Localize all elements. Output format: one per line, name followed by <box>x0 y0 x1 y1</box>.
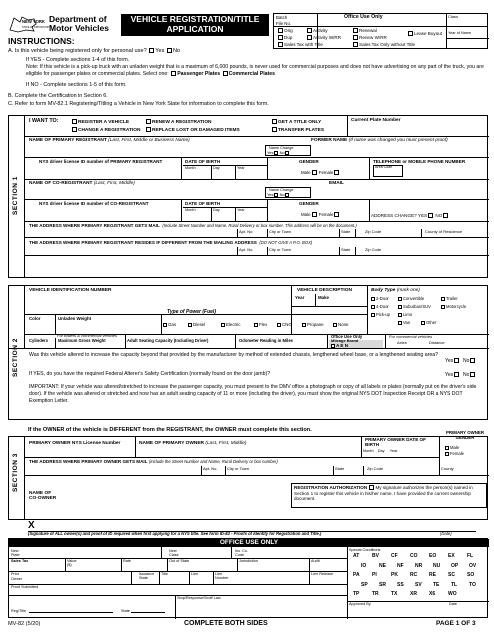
dob-day-label: Day <box>213 166 220 170</box>
name-change-no-checkbox[interactable] <box>285 151 289 155</box>
propane-checkbox[interactable] <box>302 323 306 327</box>
instruction-b: B. Complete the Certification in Section 6. <box>8 93 108 99</box>
condition-code: IO <box>361 562 367 569</box>
activity-check[interactable]: Activity <box>306 28 328 33</box>
office-title-label: Title <box>161 572 169 576</box>
gas-checkbox[interactable] <box>163 323 167 327</box>
lease-buyout-check[interactable]: Lease Buyout <box>407 31 442 36</box>
phone-label: TELEPHONE or MOBILE PHONE NUMBER <box>373 159 466 164</box>
condition-code: FL <box>467 553 474 559</box>
convertible-checkbox[interactable] <box>398 297 402 301</box>
other-checkbox[interactable] <box>421 321 425 325</box>
fuel-options: Gas Diesel Electric Flex CNG Propane None <box>163 322 349 327</box>
form-id: MV-82 (5/20) <box>8 621 41 627</box>
condition-code: SO <box>467 572 475 578</box>
replace-lost-checkbox[interactable] <box>146 127 151 132</box>
four-door-checkbox[interactable] <box>371 305 375 309</box>
gender-primary-options: Male Female <box>301 170 340 175</box>
condition-code: NF <box>397 562 404 569</box>
replace-lost-option[interactable]: REPLACE LOST OR DAMAGED ITEMS <box>145 127 240 133</box>
condition-code: TR <box>372 591 379 597</box>
axles-label: Axles <box>397 340 407 345</box>
name-co-label: NAME OF CO-REGISTRANT (Last, First, Middle) <box>29 181 135 186</box>
sales-tax-with-title-check[interactable]: Sales Tax with Title <box>277 42 323 47</box>
altered-yes-checkbox[interactable] <box>454 358 459 363</box>
suburban-checkbox[interactable] <box>398 305 402 309</box>
renew-registration-checkbox[interactable] <box>146 119 151 124</box>
nys-logo-icon <box>8 14 52 34</box>
section2-office-use-label: Office Use Only <box>331 334 363 339</box>
zip-resides-label: Zip Code <box>365 247 382 252</box>
owner-state-label: State <box>335 466 345 471</box>
none-checkbox[interactable] <box>333 323 337 327</box>
activity-wr-checkbox[interactable] <box>307 35 312 40</box>
co-name-change-yes-checkbox[interactable] <box>274 193 278 197</box>
city-primary-label: City or Town <box>269 229 291 234</box>
condition-code: WO <box>448 591 457 597</box>
dob-co-month-label: Month <box>185 208 196 212</box>
condition-code: TE <box>433 581 440 588</box>
condition-code: SC <box>448 572 455 578</box>
color-label: Color <box>29 316 41 321</box>
vehicle-make-label: Make <box>318 295 329 300</box>
dept-line2: Motor Vehicles <box>49 22 109 33</box>
registration-authorization: REGISTRATION AUTHORIZATION My signature authorizes the person(s) named in Section 1 to register this vehicle in his/her name. I have provided the current ownership document. <box>294 485 473 502</box>
instructions-heading: INSTRUCTIONS: <box>8 36 75 46</box>
condition-code: EX <box>448 553 455 559</box>
condition-code: PK <box>391 572 398 578</box>
dob-month-label: Month <box>185 166 196 170</box>
year-of-name-label: Year of Name <box>448 31 472 35</box>
male-co-checkbox[interactable] <box>312 212 317 217</box>
county-residence-label: County of Residence <box>425 229 463 234</box>
condition-code: RE <box>429 572 436 578</box>
altered-no-checkbox[interactable] <box>470 358 475 363</box>
diesel-checkbox[interactable] <box>188 323 192 327</box>
office-out-of-state-label: Out of State <box>169 559 190 563</box>
form-title-line1: VEHICLE REGISTRATION/TITLE <box>130 14 260 24</box>
instruction-note: Note: If this vehicle is a pick-up truck with an unladen weight that is a maximum of 6,000 pounds, is never used for commercial purposes and does not have advertising on any part of the truck, you are eligible for passenger plates or commercial plates. Select one: Passenger Plates Commercial Plates <box>26 64 484 78</box>
dob-co-day-label: Day <box>213 208 220 212</box>
odometer-label: Odometer Reading in Miles <box>239 338 293 343</box>
condition-code: OP <box>451 562 459 569</box>
address-resides-label: THE ADDRESS WHERE PRIMARY REGISTRANT RESIDES IF DIFFERENT FROM THE MAILING ADDRESS (DO NOT GIVE A P.O. BOX) <box>29 240 313 245</box>
office-new-class-label: New Class <box>169 549 179 558</box>
email-label: EMAIL <box>329 181 344 186</box>
male-primary-checkbox[interactable] <box>312 170 317 175</box>
commercial-note: For commercial vehicles <box>389 334 433 339</box>
owner-license-label: PRIMARY OWNER NYS License Number <box>29 441 121 446</box>
office-lien-number-label: Lien Number <box>215 572 229 581</box>
co-name-change-label: Name Change <box>269 188 294 192</box>
city-resides-label: City or Town <box>269 247 291 252</box>
zip-primary-label: Zip Code <box>365 229 382 234</box>
owner-gender-options: Male Female <box>445 445 464 458</box>
header-office-box <box>273 13 488 49</box>
office-use-only-label: Office Use Only <box>344 14 383 20</box>
seating-capacity-label: Adult Seating Capacity (Including Driver) <box>127 338 209 343</box>
condition-code: AT <box>353 553 360 559</box>
condition-code: PA <box>353 572 360 578</box>
department-name <box>49 15 109 33</box>
personal-use-yes-checkbox[interactable] <box>149 48 154 53</box>
section1-label: SECTION 1 <box>12 176 19 216</box>
sales-tax-only-check[interactable]: Sales Tax Only without Title <box>352 42 415 47</box>
former-name-label: FORMER NAME (If name was changed you must present proof) <box>311 138 448 143</box>
motorcycle-checkbox[interactable] <box>441 305 445 309</box>
condition-code: BV <box>372 553 379 559</box>
mileage-brand-options: A E N <box>331 343 348 348</box>
condition-code: SS <box>397 581 404 588</box>
mileage-brand-label: Mileage Brand <box>331 338 359 343</box>
renew-wr-checkbox[interactable] <box>353 35 358 40</box>
form-title-line2: APPLICATION <box>166 23 224 34</box>
name-change-label: Name Change <box>269 146 294 150</box>
co-name-change-options: Yes No <box>267 193 290 198</box>
transfer-plates-checkbox[interactable] <box>272 127 277 132</box>
state-resides-label: State <box>341 247 351 252</box>
office-lien-release-label: Lien Release <box>311 572 334 576</box>
register-vehicle-option[interactable]: REGISTER A VEHICLE <box>71 119 129 125</box>
altered-question: Was this vehicle altered to increase the capacity beyond that provided by the manufacturer by method of extended chassis, lengthened wheel base, or a lengthened seating area? <box>29 352 439 358</box>
gender-primary-label: GENDER <box>299 159 319 164</box>
dob-co-year-label: Year <box>237 208 245 212</box>
name-change-yes-checkbox[interactable] <box>274 151 278 155</box>
class-label: Class <box>448 14 459 19</box>
sales-tax-only-checkbox[interactable] <box>353 42 358 47</box>
license-co-label: NYS driver license ID number of CO-REGISTRANT <box>39 201 149 206</box>
condition-code: XR <box>410 591 417 597</box>
condition-code: TX <box>391 591 398 597</box>
address-primary-label: THE ADDRESS WHERE PRIMARY REGISTRANT GETS MAIL (Include Street Number and Name, Rural Delivery or box number. This address will be on the document.) <box>29 223 357 228</box>
safety-yes-checkbox[interactable] <box>454 372 459 377</box>
title-only-option[interactable]: GET A TITLE ONLY <box>271 119 321 125</box>
safety-no-checkbox[interactable] <box>470 372 475 377</box>
office-audit-label: Audit <box>311 559 320 563</box>
electric-checkbox[interactable] <box>221 323 225 327</box>
current-plate-input[interactable] <box>351 125 481 134</box>
commercial-plates-checkbox[interactable] <box>223 71 228 76</box>
van-checkbox[interactable] <box>398 321 402 325</box>
dob-primary-label: DATE OF BIRTH <box>185 159 221 164</box>
trailer-checkbox[interactable] <box>441 297 445 301</box>
passenger-plates-checkbox[interactable] <box>171 71 176 76</box>
section1-box <box>8 115 488 278</box>
two-door-checkbox[interactable] <box>371 297 375 301</box>
register-vehicle-checkbox[interactable] <box>72 119 77 124</box>
address-change-no-checkbox[interactable] <box>443 213 448 218</box>
fuel-type-label: Type of Power (Fuel) <box>167 309 216 315</box>
office-special-conditions-label: Special Conditions <box>349 548 381 552</box>
complete-both-sides: COMPLETE BOTH SIDES <box>184 620 268 627</box>
condition-code: TL <box>451 581 458 588</box>
office-sales-tax-label: Sales Tax <box>11 559 29 563</box>
signature-x: X <box>28 520 35 531</box>
dept-line1: Department of <box>49 14 107 24</box>
condition-code: CO <box>410 553 418 559</box>
flex-checkbox[interactable] <box>254 323 258 327</box>
change-registration-checkbox[interactable] <box>72 127 77 132</box>
title-only-checkbox[interactable] <box>272 119 277 124</box>
office-jurisdiction-label: Jurisdiction <box>239 559 258 563</box>
important-note: IMPORTANT: If your vehicle was altered/stretched to increase the passenger capacity, you must present to the DMV office a photograph or copy of all labels or plates (normally put on the driver's side door). If the vehicle was altered or stretched and now has an adult seating capacity of 11 or more (including the driver), you must show the original NYS DOT Inspection Receipt OR a NYS DOT Exemption Letter. <box>29 384 477 404</box>
apt-resides-label: Apt. No. <box>239 247 254 252</box>
office-owner-label: Owner <box>11 577 23 581</box>
orig-check[interactable]: Orig <box>277 28 293 33</box>
trailers-note: For trailers & commercial vehicles <box>57 333 118 338</box>
section3-label: SECTION 3 <box>12 453 19 493</box>
co-name-change-no-checkbox[interactable] <box>285 193 289 197</box>
condition-code: TP <box>353 591 360 597</box>
owner-dob-parts: Month Day Year <box>363 449 398 453</box>
office-prior-label: Prior <box>11 572 20 576</box>
condition-code: X6 <box>429 591 436 597</box>
condition-code: RC <box>410 572 418 578</box>
altered-options: Yes No <box>445 358 476 365</box>
section2-label: SECTION 2 <box>12 338 19 378</box>
orig-checkbox[interactable] <box>278 28 283 33</box>
condition-code: TO <box>469 581 476 588</box>
transfer-plates-option[interactable]: TRANSFER PLATES <box>271 127 324 133</box>
owner-female-checkbox[interactable] <box>445 452 449 456</box>
batch-label: Batch <box>276 15 288 20</box>
vehicle-description-label: VEHICLE DESCRIPTION <box>297 288 352 293</box>
page-number: PAGE 1 OF 3 <box>436 620 476 627</box>
nys-logo <box>8 14 52 34</box>
distance-label: Distance <box>429 340 445 345</box>
office-plate-label: Plate <box>11 553 20 557</box>
section2-box <box>8 285 488 420</box>
svg-text:STATE OF OPPORTUNITY: STATE OF OPPORTUNITY <box>22 26 52 29</box>
office-date-label: Date <box>449 602 458 606</box>
body-type-options: 2-Door Convertible Trailer 4-Door Suburban/SUV Motorcycle Pick-up Limo Van Other <box>371 295 466 327</box>
reg-auth-checkbox[interactable] <box>369 485 374 490</box>
address-change-row: ADDRESS CHANGE? YES NO <box>371 213 449 218</box>
safety-cert-question: If YES, do you have the required Federal Alterer's Safety Certification (normally found on the door jamb)? <box>29 371 271 377</box>
condition-code: NU <box>433 562 441 569</box>
dob-year-label: Year <box>237 166 245 170</box>
owner-name-label: NAME OF PRIMARY OWNER (Last, First, Middle) <box>139 441 247 446</box>
office-approved-by-label: Approved By <box>349 602 371 606</box>
cng-checkbox[interactable] <box>277 323 281 327</box>
instruction-if-yes: If YES - Complete sections 1-4 of this form. <box>26 57 130 63</box>
change-registration-option[interactable]: CHANGE A REGISTRATION <box>71 127 140 133</box>
owner-male-checkbox[interactable] <box>445 446 449 450</box>
office-use-box <box>8 538 488 618</box>
renewal-checkbox[interactable] <box>353 28 358 33</box>
area-code-label: Area Code <box>375 165 393 169</box>
instruction-if-no: If NO - Complete sections 1-5 of this form. <box>26 82 127 88</box>
form-title-box <box>121 14 269 36</box>
condition-code: SP <box>361 581 368 588</box>
gender-co-options: Male Female <box>301 212 340 217</box>
female-co-checkbox[interactable] <box>334 212 339 217</box>
owner-zip-label: Zip Code <box>367 466 384 471</box>
renewal-check[interactable]: Renewal <box>352 28 377 33</box>
safety-cert-options: Yes No <box>445 372 476 379</box>
instruction-a: A. Is this vehicle being registered only for personal use? Yes No <box>8 48 181 54</box>
office-proof-submitted-label: Proof Submitted <box>11 585 39 589</box>
vin-label: VEHICLE IDENTIFICATION NUMBER <box>29 288 112 293</box>
max-gross-weight-label: Maximum Gross Weight <box>58 338 106 343</box>
sales-tax-with-title-checkbox[interactable] <box>278 42 283 47</box>
owner-county-label: County <box>441 466 454 471</box>
section3-heading: If the OWNER of the vehicle is DIFFERENT from the REGISTRANT, the OWNER must complete this section. <box>28 427 312 433</box>
condition-code: NE <box>379 562 386 569</box>
vehicle-year-label: Year <box>295 295 305 300</box>
condition-code: SR <box>379 581 386 588</box>
condition-code: NR <box>415 562 423 569</box>
renew-registration-option[interactable]: RENEW A REGISTRATION <box>145 119 212 125</box>
office-lien-label: Lien <box>191 572 199 576</box>
owner-gender-label: PRIMARY OWNER GENDER <box>445 430 485 440</box>
license-primary-label: NYS driver license ID number of PRIMARY REGISTRANT <box>39 159 163 164</box>
unladen-weight-label: Unladen Weight <box>58 316 92 321</box>
office-new-label: New <box>11 549 19 553</box>
name-primary-label: NAME OF PRIMARY REGISTRANT (Last, First, Middle or Business Name) <box>29 138 190 143</box>
office-reg-title-label: Reg/Title <box>11 609 27 613</box>
renew-wr-check[interactable]: Renew W/RR <box>352 35 387 40</box>
apt-primary-label: Apt. No. <box>239 229 254 234</box>
activity-checkbox[interactable] <box>307 28 312 33</box>
office-use-heading: OFFICE USE ONLY <box>9 539 489 547</box>
signature-note: (Signature of ALL owner(s) and proof of ID required when first applying for a NYS title. See form ID-82 - Proofs of Identity for Registration and Title.) <box>28 531 322 536</box>
state-primary-label: State <box>341 229 351 234</box>
dup-checkbox[interactable] <box>278 35 283 40</box>
signature-date-label: (Date) <box>440 531 452 536</box>
office-ins-co-label: Ins. Co. Code <box>235 549 249 558</box>
condition-code: OV <box>469 562 477 569</box>
office-stop-label: Stop/Response/Scoff Law <box>177 596 221 600</box>
file-no-label: File No. <box>276 21 292 26</box>
condition-code: SV <box>415 581 422 588</box>
address-change-yes-checkbox[interactable] <box>428 213 433 218</box>
current-plate-label: Current Plate Number <box>351 118 401 123</box>
office-state-label: State <box>121 609 130 613</box>
dob-co-label: DATE OF BIRTH <box>185 201 221 206</box>
office-value-label: Value ($) <box>67 559 77 568</box>
female-primary-checkbox[interactable] <box>334 170 339 175</box>
i-want-to-label: I WANT TO: <box>29 118 59 124</box>
limo-checkbox[interactable] <box>398 313 402 317</box>
svg-text:NEW YORK: NEW YORK <box>22 19 45 24</box>
instruction-c: C. Refer to form MV-82.1 Registering/Titling a Vehicle in New York State for information to complete this form. <box>8 101 269 107</box>
owner-address-label: THE ADDRESS WHERE PRIMARY OWNER GETS MAIL (Include the Street Number and Name, Rural Delivery or box number) <box>29 459 278 464</box>
co-owner-label: NAME OF CO-OWNER <box>29 491 57 502</box>
office-issuance-state-label: Issuance State <box>139 572 155 581</box>
cylinders-label: Cylinders <box>29 338 49 343</box>
condition-code: PI <box>372 572 377 578</box>
activity-wr-check[interactable]: Activity W/RR <box>306 35 341 40</box>
gender-co-label: GENDER <box>299 201 319 206</box>
condition-code: EO <box>429 553 437 559</box>
owner-city-label: City or Town <box>227 466 249 471</box>
owner-apt-label: Apt. No. <box>203 466 218 471</box>
dup-check[interactable]: Dup <box>277 35 292 40</box>
pickup-checkbox[interactable] <box>371 313 375 317</box>
name-change-options: Yes No <box>267 151 290 156</box>
body-type-label: Body Type (mark one) <box>371 288 420 293</box>
condition-code: CF <box>391 553 398 559</box>
personal-use-no-checkbox[interactable] <box>167 48 172 53</box>
special-conditions-codes <box>353 554 487 602</box>
owner-dob-label: PRIMARY OWNER DATE OF BIRTH <box>365 437 426 447</box>
lease-buyout-checkbox[interactable] <box>408 31 413 36</box>
office-rate-label: Rate <box>123 559 132 563</box>
